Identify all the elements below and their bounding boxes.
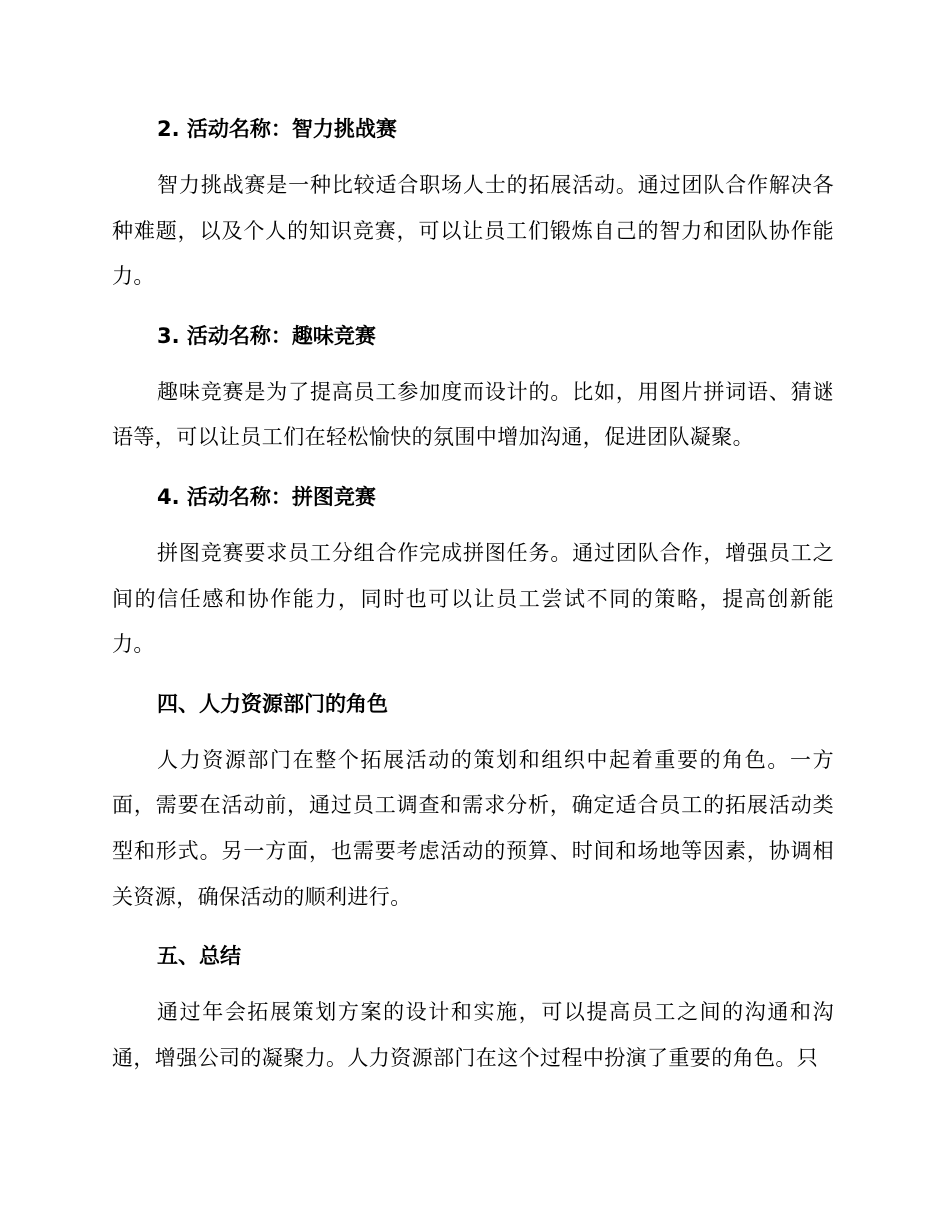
- section-body-activity-4: 拼图竞赛要求员工分组合作完成拼图任务。通过团队合作，增强员工之间的信任感和协作能力，同时也可以让员工尝试不同的策略，提高创新能力。: [112, 540, 834, 657]
- section-heading-activity-3: 3. 活动名称：趣味竞赛: [157, 323, 376, 348]
- section-body-hr-role: 人力资源部门在整个拓展活动的策划和组织中起着重要的角色。一方面，需要在活动前，通过员工调查和需求分析，确定适合员工的拓展活动类型和形式。另一方面，也需要考虑活动的预算、时间和场地等因素，协调相关资源，确保活动的顺利进行。: [112, 747, 834, 909]
- section-body-summary: 通过年会拓展策划方案的设计和实施，可以提高员工之间的沟通和沟通，增强公司的凝聚力。人力资源部门在这个过程中扮演了重要的角色。只: [112, 1000, 834, 1070]
- section-body-activity-2: 智力挑战赛是一种比较适合职场人士的拓展活动。通过团队合作解决各种难题，以及个人的知识竞赛，可以让员工们锻炼自己的智力和团队协作能力。: [112, 173, 834, 289]
- document-content: [112, 107, 834, 1081]
- section-body-activity-3: 趣味竞赛是为了提高员工参加度而设计的。比如，用图片拼词语、猜谜语等，可以让员工们在轻松愉快的氛围中增加沟通，促进团队凝聚。: [112, 379, 834, 450]
- section-heading-activity-4: 4. 活动名称：拼图竞赛: [157, 484, 376, 509]
- section-heading-activity-2: 2. 活动名称：智力挑战赛: [157, 117, 397, 141]
- section-heading-summary: 五、总结: [157, 944, 241, 969]
- section-heading-hr-role: 四、人力资源部门的角色: [157, 691, 388, 716]
